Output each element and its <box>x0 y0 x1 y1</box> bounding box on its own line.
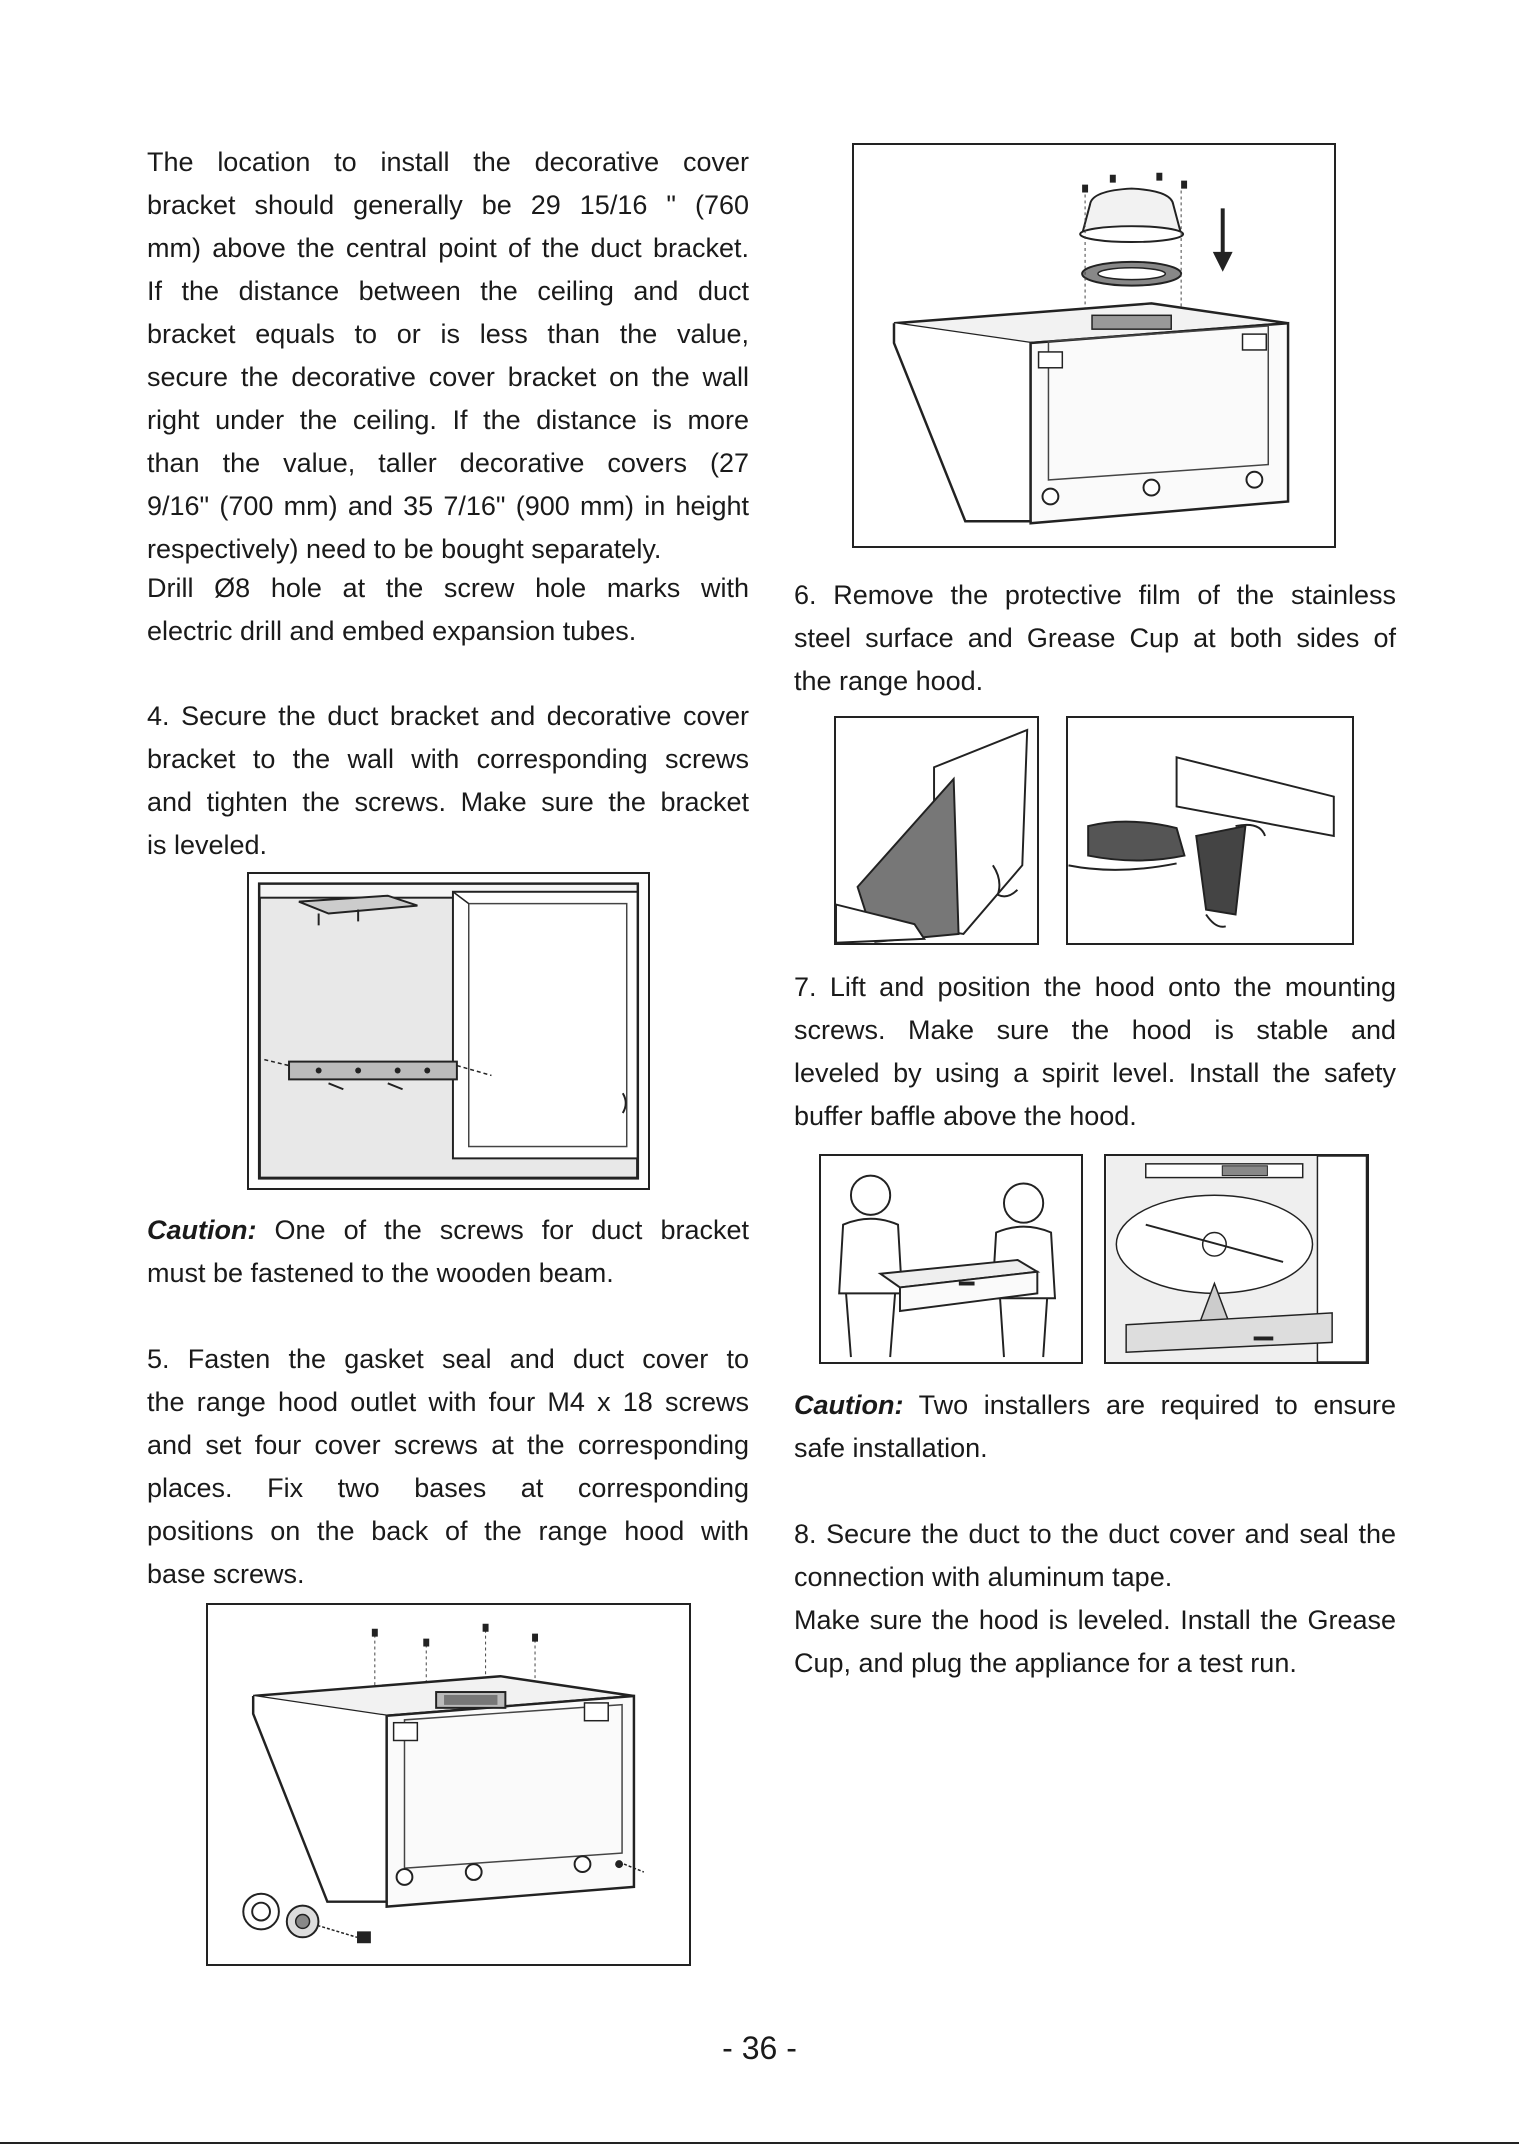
figure-remove-grease-cup <box>1066 716 1354 945</box>
text-line: electric drill and embed expansion tubes. <box>147 616 637 646</box>
text-line: 7. Lift and position the hood onto the mounting <box>794 972 1396 1002</box>
caution-label: Caution: <box>794 1390 904 1420</box>
text-line: and tighten the screws. Make sure the bracket <box>147 787 749 817</box>
figure-two-installers <box>819 1154 1083 1364</box>
figure-wall-brackets <box>247 872 650 1190</box>
text-line: and set four cover screws at the corresponding <box>147 1430 749 1460</box>
text-line: the range hood outlet with four M4 x 18 screws <box>147 1387 749 1417</box>
text-line: respectively) need to be bought separately. <box>147 534 662 564</box>
text-line: bracket to the wall with corresponding screws <box>147 744 749 774</box>
text-line: screws. Make sure the hood is stable and <box>794 1015 1396 1045</box>
text-line: 8. Secure the duct to the duct cover and seal the <box>794 1519 1396 1549</box>
text-line: is leveled. <box>147 830 268 860</box>
text-line: base screws. <box>147 1559 305 1589</box>
text-line: buffer baffle above the hood. <box>794 1101 1137 1131</box>
figure-gasket-duct-cover <box>852 143 1336 548</box>
text-line: connection with aluminum tape. <box>794 1562 1173 1592</box>
text-line: bracket should generally be 29 15/16 " (760 <box>147 190 749 220</box>
text-line: must be fastened to the wooden beam. <box>147 1258 614 1288</box>
text-line: steel surface and Grease Cup at both sides of <box>794 623 1396 653</box>
text-line: mm) above the central point of the duct bracket. <box>147 233 749 263</box>
text-line <box>147 1209 749 1252</box>
text-line <box>794 1384 1396 1427</box>
intro-paragraph <box>147 141 749 571</box>
drill-paragraph <box>147 567 749 653</box>
spirit-level-illustration <box>1106 1156 1367 1362</box>
text-line: positions on the back of the range hood with <box>147 1516 749 1546</box>
text-line: the range hood. <box>794 666 984 696</box>
text-line: Cup, and plug the appliance for a test run. <box>794 1648 1297 1678</box>
text-line: secure the decorative cover bracket on the wall <box>147 362 749 392</box>
gasket-duct-cover-illustration <box>854 145 1334 546</box>
text-line: Drill Ø8 hole at the screw hole marks with <box>147 573 749 603</box>
step6-paragraph <box>794 574 1396 703</box>
text-line: Make sure the hood is leveled. Install the Grease <box>794 1605 1396 1635</box>
text-line: The location to install the decorative cover <box>147 147 749 177</box>
text-line: leveled by using a spirit level. Install the safety <box>794 1058 1396 1088</box>
caution-text: One of the screws for duct bracket <box>274 1215 749 1245</box>
text-line: If the distance between the ceiling and duct <box>147 276 749 306</box>
text-line: 5. Fasten the gasket seal and duct cover to <box>147 1344 749 1374</box>
caution-duct-bracket <box>147 1209 749 1295</box>
remove-film-illustration <box>836 718 1037 943</box>
two-installers-illustration <box>821 1156 1081 1362</box>
text-line: 4. Secure the duct bracket and decorative cover <box>147 701 749 731</box>
page-number: - 36 - <box>722 2030 797 2066</box>
figure-hood-screws-bases <box>206 1603 691 1966</box>
text-line: 9/16" (700 mm) and 35 7/16" (900 mm) in height <box>147 491 749 521</box>
text-line: safe installation. <box>794 1433 988 1463</box>
caution-label: Caution: <box>147 1215 257 1245</box>
text-line: than the value, taller decorative covers (27 <box>147 448 749 478</box>
text-line: places. Fix two bases at corresponding <box>147 1473 749 1503</box>
text-line: right under the ceiling. If the distance is more <box>147 405 749 435</box>
step7-paragraph <box>794 966 1396 1138</box>
figure-spirit-level <box>1104 1154 1369 1364</box>
step5-paragraph <box>147 1338 749 1596</box>
figure-remove-film <box>834 716 1039 945</box>
hood-screws-illustration <box>208 1605 689 1964</box>
text-line: 6. Remove the protective film of the stainless <box>794 580 1396 610</box>
text-line: bracket equals to or is less than the value, <box>147 319 749 349</box>
wall-brackets-illustration <box>249 874 648 1188</box>
caution-two-installers <box>794 1384 1396 1470</box>
bottom-divider <box>0 2142 1519 2144</box>
remove-grease-cup-illustration <box>1068 718 1352 943</box>
step4-paragraph <box>147 695 749 867</box>
caution-text: Two installers are required to ensure <box>918 1390 1396 1420</box>
step8-paragraph <box>794 1513 1396 1685</box>
